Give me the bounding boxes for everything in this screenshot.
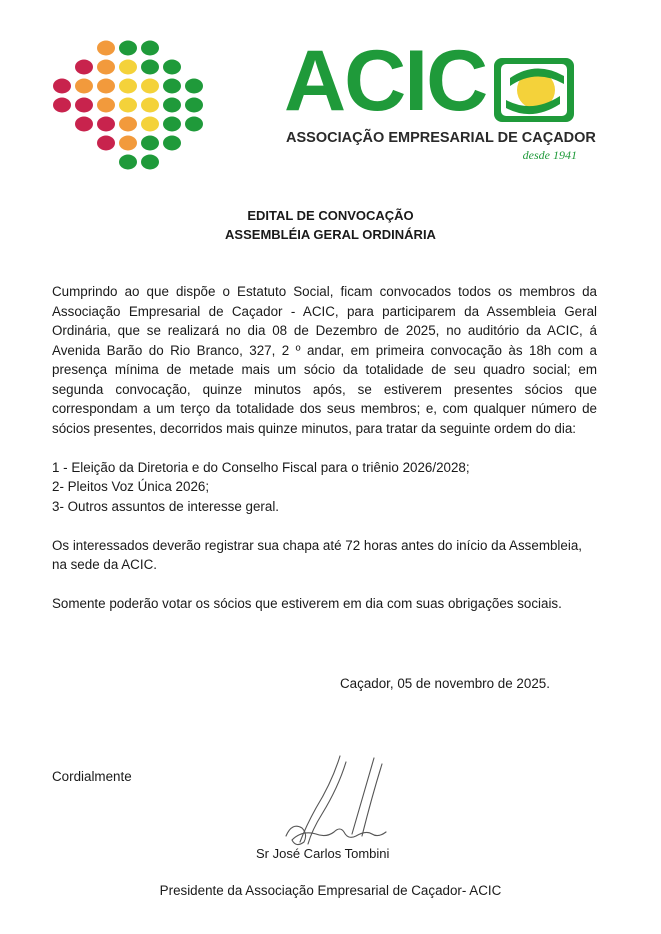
logo-dot bbox=[163, 117, 181, 132]
logo-dot bbox=[141, 155, 159, 170]
logo-dot bbox=[119, 60, 137, 75]
logo-dot bbox=[97, 41, 115, 56]
logo-dot bbox=[141, 41, 159, 56]
logo-dot bbox=[141, 98, 159, 113]
closing: Cordialmente bbox=[52, 769, 132, 784]
logo-dot bbox=[141, 117, 159, 132]
logo-since: desde 1941 bbox=[522, 148, 577, 162]
logo-dot bbox=[119, 155, 137, 170]
logo-dot bbox=[185, 79, 203, 94]
logo-dot bbox=[97, 79, 115, 94]
signer-name: Sr José Carlos Tombini bbox=[256, 846, 390, 861]
logo-dot bbox=[119, 117, 137, 132]
agenda-item: 1 - Eleição da Diretoria e do Conselho Fiscal para o triênio 2026/2028; bbox=[52, 459, 470, 475]
letterhead bbox=[0, 0, 661, 190]
logo-dot bbox=[185, 117, 203, 132]
logo-dot bbox=[97, 136, 115, 151]
agenda-item: 2- Pleitos Voz Única 2026; bbox=[52, 479, 210, 494]
date-line: Caçador, 05 de novembro de 2025. bbox=[340, 676, 550, 691]
logo-acronym: ACIC bbox=[284, 33, 487, 129]
logo-dot bbox=[75, 98, 93, 113]
logo-full-name: ASSOCIAÇÃO EMPRESARIAL DE CAÇADOR bbox=[286, 130, 596, 146]
logo-dot-pattern bbox=[52, 38, 212, 178]
logo-emblem bbox=[492, 54, 576, 126]
logo-dot bbox=[75, 79, 93, 94]
logo-dot bbox=[53, 79, 71, 94]
logo-dot bbox=[119, 79, 137, 94]
signature bbox=[282, 752, 402, 852]
logo-dot bbox=[97, 98, 115, 113]
logo-dot bbox=[75, 117, 93, 132]
logo-dot bbox=[119, 98, 137, 113]
signer-role: Presidente da Associação Empresarial de Caçador- ACIC bbox=[159, 883, 502, 898]
title-line-1: EDITAL DE CONVOCAÇÃO bbox=[247, 208, 414, 223]
logo-dot bbox=[163, 60, 181, 75]
document-body bbox=[52, 282, 597, 614]
logo-dot bbox=[141, 60, 159, 75]
agenda-item: 3- Outros assuntos de interesse geral. bbox=[52, 498, 280, 514]
logo-dot bbox=[141, 79, 159, 94]
logo-dot bbox=[53, 98, 71, 113]
logo-dot bbox=[163, 79, 181, 94]
logo-dot bbox=[97, 60, 115, 75]
title-line-2: ASSEMBLÉIA GERAL ORDINÁRIA bbox=[225, 227, 436, 242]
voting-note: Somente poderão votar os sócios que estiverem em dia com suas obrigações sociais. bbox=[52, 596, 562, 611]
logo-dot bbox=[119, 136, 137, 151]
document-title bbox=[0, 206, 661, 244]
registration-note: Os interessados deverão registrar sua chapa até 72 horas antes do início da Assembleia, na sede da ACIC. bbox=[52, 537, 582, 572]
intro-paragraph: Cumprindo ao que dispõe o Estatuto Social, ficam convocados todos os membros da Associação Empresarial de Caçador - ACIC, para participarem da Assembleia Geral Ordinária, que se realizará no dia 08 de Dezembro de 2025, no auditório da ACIC, á Avenida Barão do Rio Branco, 327, 2 º andar, em primeira convocação às 18h com a presença mínima de metade mais um sócio da totalidade de seu quadro social; em segunda convocação, quinze minutos após, se estiverem presentes sócios que correspondam a um terço da totalidade dos seus membros; e, com qualquer número de sócios presentes, decorridos mais quinze minutos, para tratar da seguinte ordem do dia: bbox=[52, 284, 597, 436]
logo-dot bbox=[119, 41, 137, 56]
logo-dot bbox=[97, 117, 115, 132]
logo-dot bbox=[163, 136, 181, 151]
logo-dot bbox=[163, 98, 181, 113]
logo-dot bbox=[185, 98, 203, 113]
logo-dot bbox=[141, 136, 159, 151]
logo-dot bbox=[75, 60, 93, 75]
